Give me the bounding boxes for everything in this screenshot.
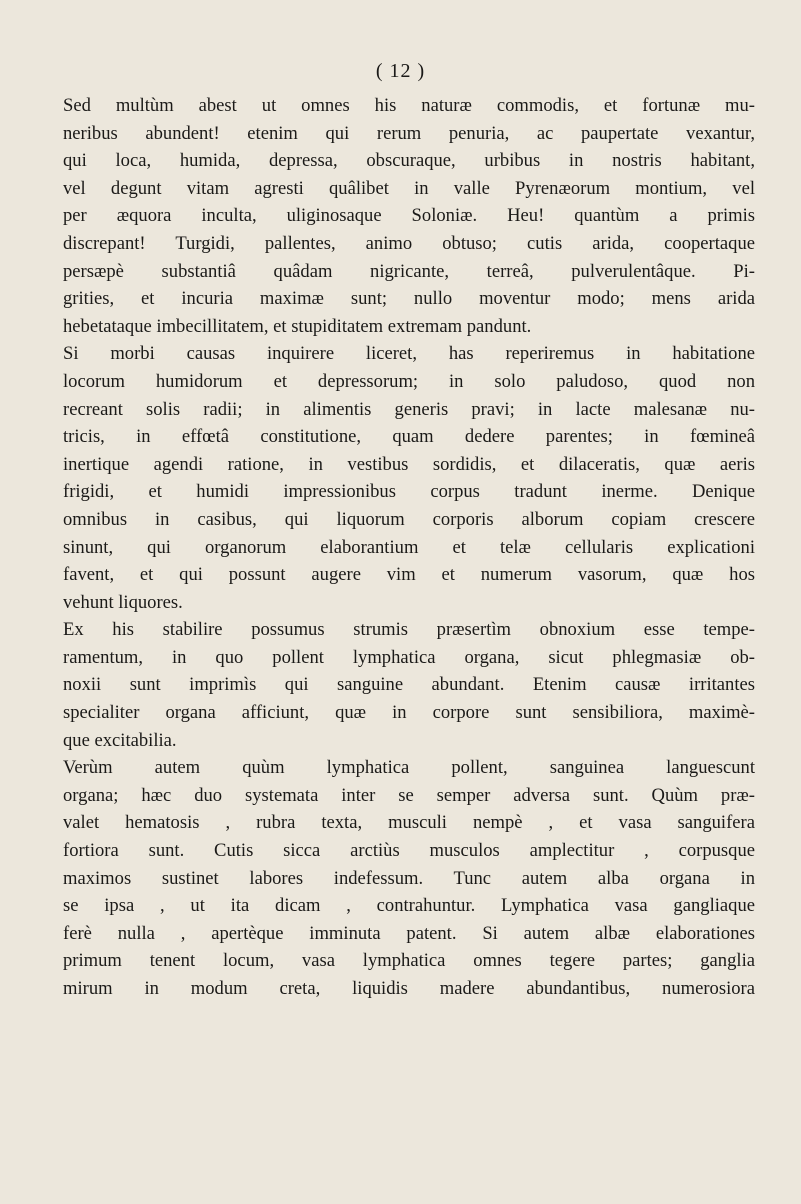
text-line: favent, et qui possunt augere vim et numerum vasorum, quæ hos bbox=[63, 564, 755, 586]
text-line: vehunt liquores. bbox=[63, 591, 183, 613]
text-line: hebetataque imbecillitatem, et stupiditatem extremam pandunt. bbox=[63, 315, 532, 337]
text-line: persæpè substantiâ quâdam nigricante, terreâ, pulverulentâque. Pi- bbox=[63, 260, 755, 282]
text-line: fortiora sunt. Cutis sicca arctiùs musculos amplectitur , corpusque bbox=[63, 840, 755, 862]
page-number: ( 12 ) bbox=[375, 60, 426, 82]
text-line: sinunt, qui organorum elaborantium et telæ cellularis explicationi bbox=[63, 536, 755, 558]
text-line: discrepant! Turgidi, pallentes, animo obtuso; cutis arida, coopertaque bbox=[63, 232, 755, 254]
text-line: Sed multùm abest ut omnes his naturæ commodis, et fortunæ mu- bbox=[63, 95, 755, 116]
text-line: que excitabilia. bbox=[63, 729, 177, 751]
text-line: grities, et incuria maximæ sunt; nullo moventur modo; mens arida bbox=[63, 288, 755, 310]
text-line: locorum humidorum et depressorum; in solo paludoso, quod non bbox=[63, 370, 755, 392]
text-line: ferè nulla , apertèque imminuta patent. Si autem albæ elaborationes bbox=[63, 922, 755, 944]
text-line: Ex his stabilire possumus strumis præsertìm obnoxium esse tempe- bbox=[63, 619, 755, 641]
text-line: inertique agendi ratione, in vestibus sordidis, et dilaceratis, quæ aeris bbox=[63, 453, 755, 475]
text-line: maximos sustinet labores indefessum. Tunc autem alba organa in bbox=[63, 867, 755, 889]
text-line: ramentum, in quo pollent lymphatica organa, sicut phlegmasiæ ob- bbox=[63, 646, 755, 668]
text-line: tricis, in effœtâ constitutione, quam dedere parentes; in fœmineâ bbox=[63, 426, 755, 448]
text-line: mirum in modum creta, liquidis madere abundantibus, numerosiora bbox=[63, 978, 755, 999]
text-line: neribus abundent! etenim qui rerum penuria, ac paupertate vexantur, bbox=[63, 122, 755, 144]
text-line: se ipsa , ut ita dicam , contrahuntur. Lymphatica vasa gangliaque bbox=[63, 895, 755, 917]
text-line: Verùm autem quùm lymphatica pollent, sanguinea languescunt bbox=[63, 757, 755, 779]
text-line: primum tenent locum, vasa lymphatica omnes tegere partes; ganglia bbox=[63, 950, 755, 972]
text-line: qui loca, humida, depressa, obscuraque, urbibus in nostris habitant, bbox=[63, 150, 755, 172]
text-line: noxii sunt imprimìs qui sanguine abundant. Etenim causæ irritantes bbox=[63, 674, 755, 696]
text-line: vel degunt vitam agresti quâlibet in valle Pyrenæorum montium, vel bbox=[63, 177, 755, 199]
body-text bbox=[63, 92, 755, 1003]
text-line: Si morbi causas inquirere liceret, has reperiremus in habitatione bbox=[63, 343, 755, 365]
text-line: per æquora inculta, uliginosaque Soloniæ. Heu! quantùm a primis bbox=[63, 205, 755, 227]
text-line: valet hematosis , rubra texta, musculi nempè , et vasa sanguifera bbox=[63, 812, 755, 834]
text-line: omnibus in casibus, qui liquorum corporis alborum copiam crescere bbox=[63, 508, 755, 530]
text-line: specialiter organa afficiunt, quæ in corpore sunt sensibiliora, maximè- bbox=[63, 702, 755, 724]
text-line: frigidi, et humidi impressionibus corpus tradunt inerme. Denique bbox=[63, 481, 755, 503]
text-line: recreant solis radii; in alimentis generis pravi; in lacte malesanæ nu- bbox=[63, 398, 755, 420]
text-line: organa; hæc duo systemata inter se semper adversa sunt. Quùm præ- bbox=[63, 784, 755, 806]
